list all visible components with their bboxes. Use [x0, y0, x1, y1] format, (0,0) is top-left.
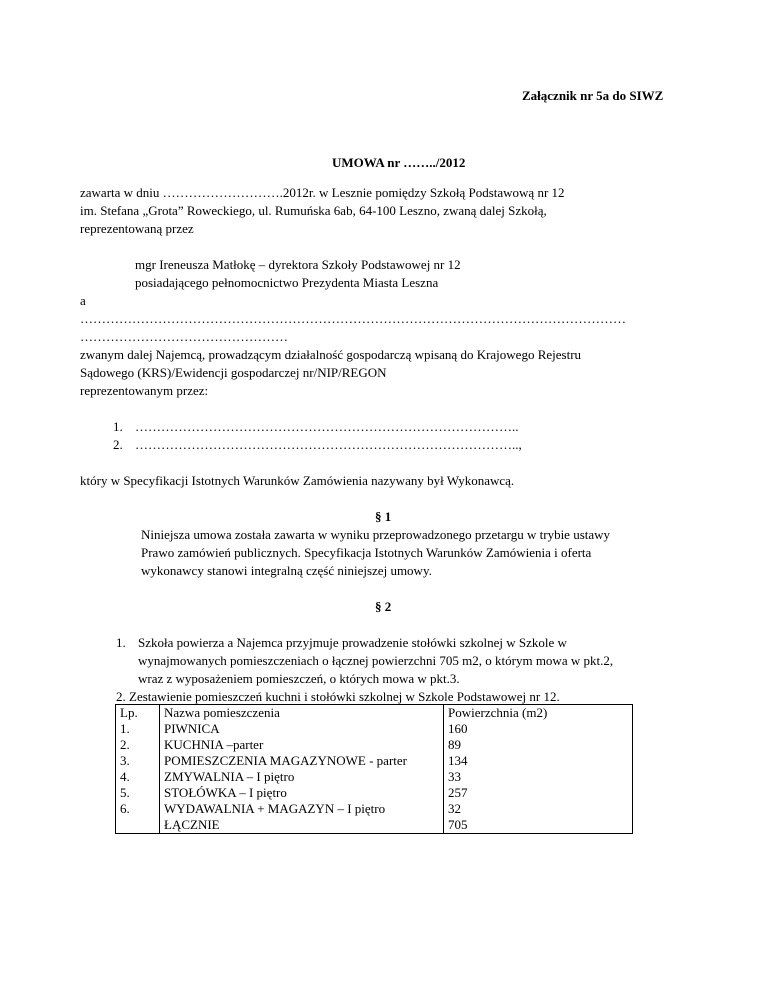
spec-note: który w Specyfikacji Istotnych Warunków Zamówienia nazywany był Wykonawcą.: [80, 473, 515, 488]
signatory-number-2: 2.: [113, 437, 123, 452]
row-room-name: STOŁÓWKA – I piętro: [160, 785, 444, 801]
contract-title: UMOWA nr ……../2012: [332, 155, 466, 170]
section-2-point-1-line-3: wraz z wyposażeniem pomieszczeń, o których mowa w pkt.3.: [138, 671, 460, 686]
row-area: 33: [444, 769, 633, 785]
conjunction-a: a: [80, 293, 86, 308]
header-area: Powierzchnia (m2): [444, 705, 633, 722]
row-lp: 2.: [116, 737, 160, 753]
table-row: [116, 801, 633, 817]
row-room-name: ZMYWALNIA – I piętro: [160, 769, 444, 785]
signatory-number-1: 1.: [113, 419, 123, 434]
section-1-line-3: wykonawcy stanowi integralną część niniejszej umowy.: [141, 563, 432, 578]
intro-line-2: im. Stefana „Grota” Roweckiego, ul. Rumuńska 6ab, 64-100 Leszno, zwaną dalej Szkołą,: [80, 203, 547, 218]
section-2-point-1-number: 1.: [116, 635, 126, 650]
contractor-line-3: reprezentowanym przez:: [80, 383, 209, 398]
signatory-dots-1: ……………………………………………………………………………..: [135, 419, 519, 434]
representative-line-1: mgr Ireneusza Matłokę – dyrektora Szkoły Podstawowej nr 12: [135, 257, 461, 272]
section-2-point-1-line-1: Szkoła powierza a Najemca przyjmuje prowadzenie stołówki szkolnej w Szkole w: [138, 635, 567, 650]
representative-line-2: posiadającego pełnomocnictwo Prezydenta Miasta Leszna: [135, 275, 439, 290]
section-1-line-2: Prawo zamówień publicznych. Specyfikacja Istotnych Warunków Zamówienia i oferta: [141, 545, 592, 560]
intro-line-3: reprezentowaną przez: [80, 221, 194, 236]
row-area: 257: [444, 785, 633, 801]
contractor-dots-2: …………………………………………: [80, 329, 288, 344]
section-2-point-2: 2. Zestawienie pomieszczeń kuchni i stołówki szkolnej w Szkole Podstawowej nr 12.: [116, 689, 560, 704]
section-1-line-1: Niniejsza umowa została zawarta w wyniku przeprowadzonego przetargu w trybie ustawy: [141, 527, 611, 542]
row-lp: 4.: [116, 769, 160, 785]
row-area: 89: [444, 737, 633, 753]
contractor-dots-1: ………………………………………………………………………………………………………………: [80, 311, 626, 326]
row-area: 32: [444, 801, 633, 817]
row-area: 160: [444, 721, 633, 737]
annex-header: Załącznik nr 5a do SIWZ: [522, 88, 664, 103]
row-room-name: KUCHNIA –parter: [160, 737, 444, 753]
section-2-point-1-line-2: wynajmowanych pomieszczeniach o łącznej powierzchni 705 m2, o którym mowa w pkt.2,: [138, 653, 614, 668]
contractor-line-2: Sądowego (KRS)/Ewidencji gospodarczej nr/NIP/REGON: [80, 365, 387, 380]
table-row: [116, 785, 633, 801]
contractor-line-1: zwanym dalej Najemcą, prowadzącym działalność gospodarczą wpisaną do Krajowego Rejestru: [80, 347, 582, 362]
row-room-name: PIWNICA: [160, 721, 444, 737]
row-room-name: ŁĄCZNIE: [160, 817, 444, 834]
row-lp: 1.: [116, 721, 160, 737]
section-1-heading: § 1: [375, 509, 392, 524]
row-room-name: POMIESZCZENIA MAGAZYNOWE - parter: [160, 753, 444, 769]
row-area: 134: [444, 753, 633, 769]
section-2-heading: § 2: [375, 599, 392, 614]
table-row: [116, 737, 633, 753]
header-room-name: Nazwa pomieszczenia: [160, 705, 444, 722]
table-total-row: [116, 817, 633, 834]
header-lp: Lp.: [116, 705, 160, 722]
row-lp: [116, 817, 160, 834]
table-row: [116, 753, 633, 769]
rooms-table: [115, 704, 633, 834]
row-lp: 3.: [116, 753, 160, 769]
row-room-name: WYDAWALNIA + MAGAZYN – I piętro: [160, 801, 444, 817]
table-row: [116, 769, 633, 785]
intro-line-1: zawarta w dniu ……………………….2012r. w Lesznie pomiędzy Szkołą Podstawową nr 12: [80, 185, 565, 200]
table-header-row: [116, 705, 633, 722]
row-lp: 6.: [116, 801, 160, 817]
table-row: [116, 721, 633, 737]
row-lp: 5.: [116, 785, 160, 801]
signatory-dots-2: ……………………………………………………………………………..,: [135, 437, 522, 452]
row-area: 705: [444, 817, 633, 834]
